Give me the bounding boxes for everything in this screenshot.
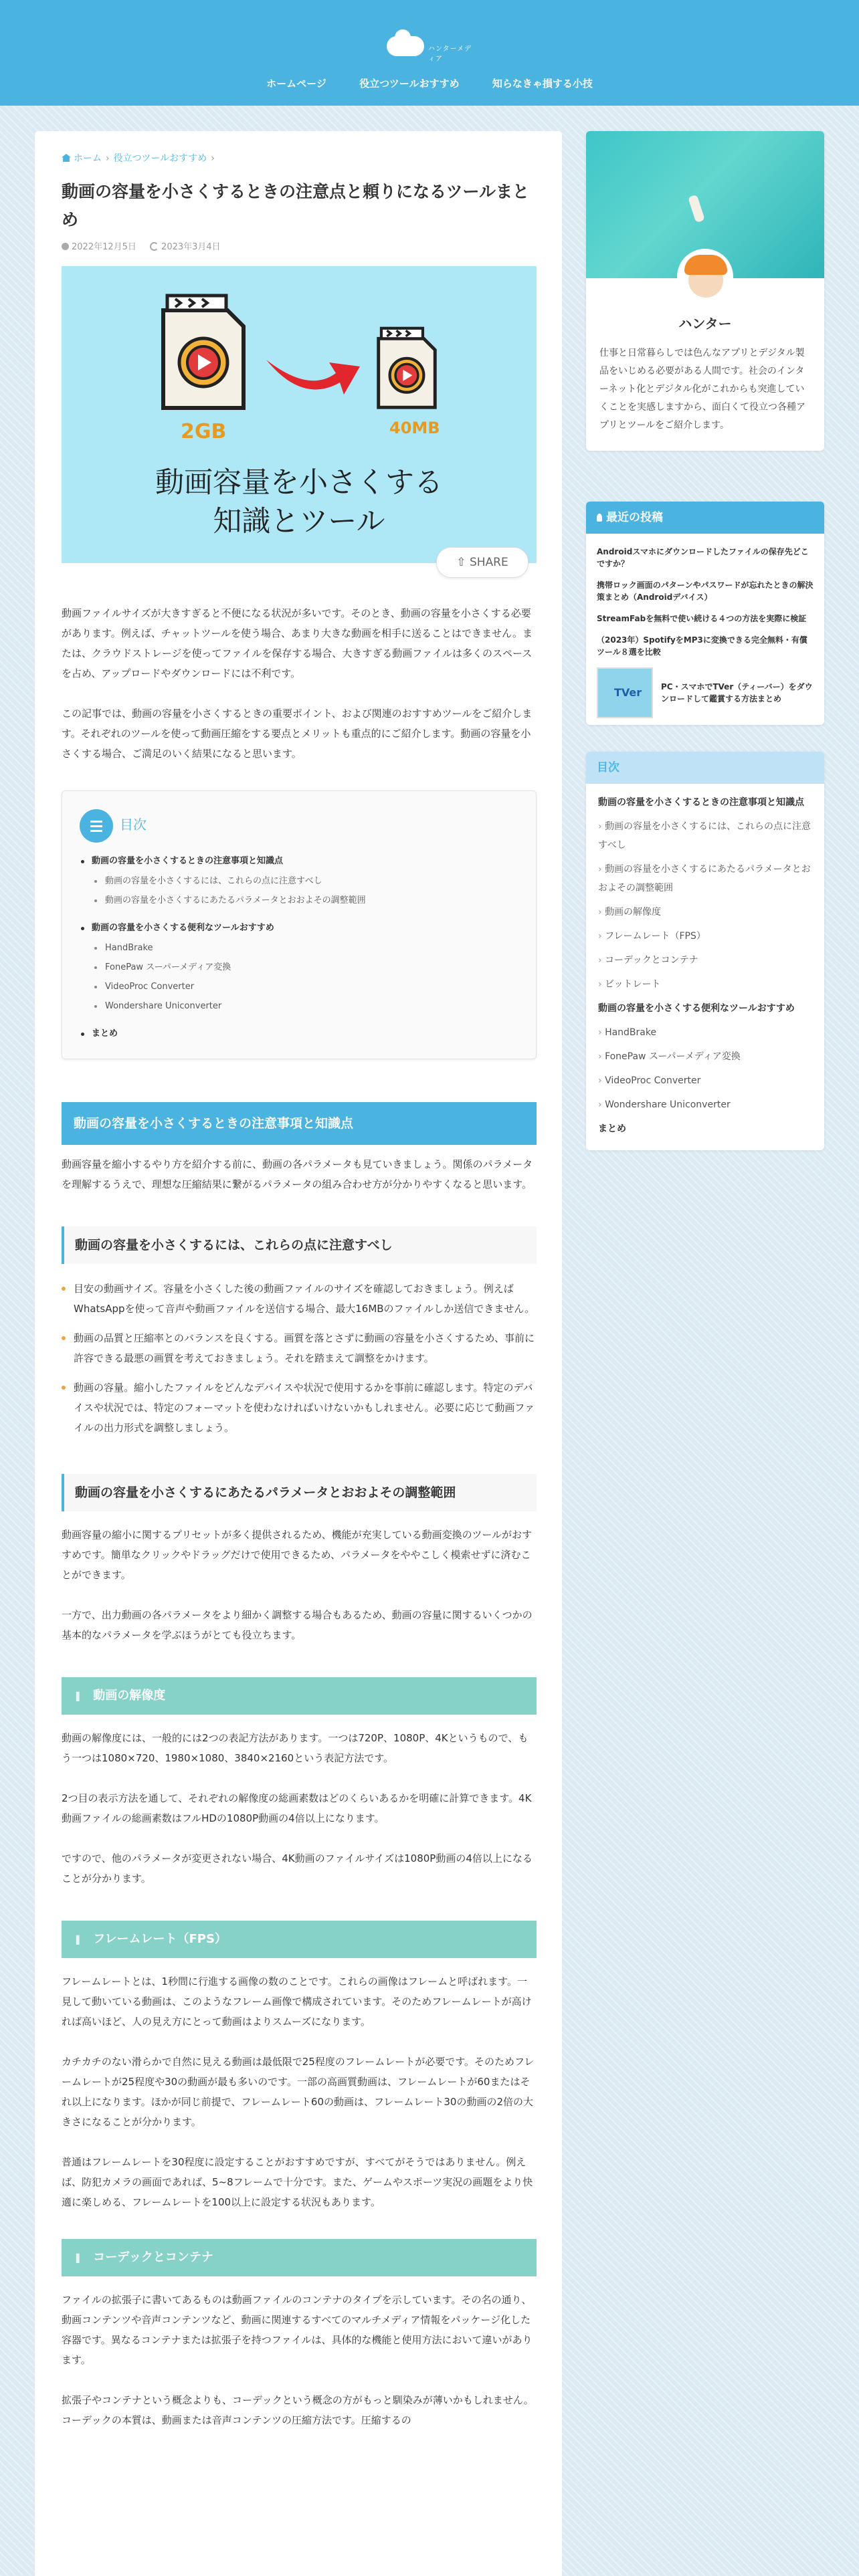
published-date: 2022年12月5日 — [72, 242, 136, 252]
section-paragraph: 一方で、出力動画の各パラメータをより細かく調整する場合もあるため、動画の容量に関するいくつかの基本的なパラメータを学ぶほうがとても役立ちます。 — [62, 1609, 533, 1641]
toc-widget-subitem[interactable]: › Wondershare Uniconverter — [598, 1095, 812, 1114]
toc-widget-subitem[interactable]: › 動画の解像度 — [598, 903, 812, 922]
toc-widget-list — [586, 784, 824, 1150]
section-paragraph: 動画の解像度には、一般的には2つの表記方法があります。一つは720P、1080P、4Kというもので、もう一つは1080×720、1980×1080、3840×2160という表記方法です。 — [62, 1732, 529, 1764]
share-icon: ⇧ — [456, 556, 470, 569]
chevron-right-icon: › — [211, 153, 215, 164]
subsection-heading: 動画の容量を小さくするにあたるパラメータとおおよその調整範囲 — [62, 1474, 537, 1511]
nav-tips[interactable]: 知らなきゃ損する小技 — [492, 78, 593, 90]
toc-widget-item[interactable]: 動画の容量を小さくする便利なツールおすすめ — [598, 1003, 795, 1014]
bullet-icon: ▌ — [76, 1692, 83, 1701]
toc-widget-subitem[interactable]: › HandBrake — [598, 1023, 812, 1042]
toc-subitem[interactable]: Wondershare Uniconverter — [80, 996, 518, 1016]
clock-icon — [62, 243, 69, 250]
topic-heading — [62, 1677, 537, 1715]
toc-header — [80, 806, 518, 843]
section-paragraph: 普通はフレームレートを30程度に設定することがおすすめですが、すべてがそうではありません。例えば、防犯カメラの画面であれば、5~8フレームで十分です。また、ゲームやスポーツ実況の画題をより快適に楽しめる、フレームレートを100以上に設定する状況もあります。 — [62, 2156, 533, 2208]
toc-widget-item[interactable]: 動画の容量を小さくするときの注意事項と知識点 — [598, 797, 804, 808]
toc-item[interactable]: 動画の容量を小さくするときの注意事項と知識点 — [80, 851, 518, 871]
intro-paragraph: この記事では、動画の容量を小さくするときの重要ポイント、および関連のおすすめツールをご紹介します。それぞれのツールを使って動画圧縮をする要点とメリットも重点的にご紹介します。動画の容量を小さくする場合、ご満足のいく結果になると思います。 — [62, 708, 533, 760]
profile-description: 仕事と日常暮らしでは色んなアプリとデジタル製品をいじめる必要がある人間です。社会のインターネット化とデジタル化がこれからも突進していくことを実感しますから、面白くて役立つ各種アプリとツールをご紹介します。 — [599, 348, 805, 431]
page-title: 動画の容量を小さくするときの注意点と頼りになるツールまとめ — [62, 182, 530, 229]
toc-subitem[interactable]: 動画の容量を小さくするには、これらの点に注意すべし — [80, 871, 518, 891]
recent-post-link[interactable]: StreamFabを無料で使い続ける４つの方法を実際に検証 — [597, 614, 807, 623]
breadcrumb — [62, 151, 537, 165]
updated-date: 2023年3月4日 — [161, 242, 221, 252]
toc-spacer — [80, 1016, 518, 1024]
list-item: 目安の動画サイズ。容量を小さくした後の動画ファイルのサイズを確認しておきましょう。例えばWhatsAppを使って音声や動画ファイルを送信する場合、最大16MBのファイルしか送信できません。 — [62, 1279, 537, 1319]
nav-tools[interactable]: 役立つツールおすすめ — [359, 78, 460, 90]
recent-posts-widget — [586, 502, 824, 725]
topic-heading-text: 動画の解像度 — [93, 1689, 166, 1703]
section-paragraph: カチカチのない滑らかで自然に見える動画は最低限で25程度のフレームレートが必要です。そのためフレームレートが25程度や30の動画が最も多いのです。一部の高画質動画は、フレームレートが60またはそれ以上になります。ほかが同じ前提で、フレームレート60の動画は、フレームレート30の動画の2倍の大きさになることが分かります。 — [62, 2056, 535, 2128]
section-paragraph: ですので、他のパラメータが変更されない場合、4K動画のファイルサイズは1080P動画の4倍以上になることが分かります。 — [62, 1852, 533, 1885]
list-icon — [80, 809, 113, 843]
section-paragraph: 2つ目の表示方法を通して、それぞれの解像度の総画素数はどのくらいあるかを明確に計算できます。4K動画ファイルの総画素数はフルHDの1080P動画の4倍以上になります。 — [62, 1792, 532, 1824]
toc-subitem[interactable]: FonePaw スーパーメディア変換 — [80, 958, 518, 977]
section-paragraph: 拡張子やコンテナという概念よりも、コーデックという概念の方がもっと馴染みが薄いかもしれません。コーデックの本質は、動画または音声コンテンツの圧縮方法です。圧縮するの — [62, 2394, 534, 2426]
toc-widget-subitem[interactable]: › フレームレート（FPS） — [598, 927, 812, 946]
nav-home[interactable]: ホームページ — [266, 78, 326, 90]
notes-list — [62, 1279, 537, 1438]
cloud-icon — [387, 36, 424, 56]
article-inner — [62, 151, 537, 2430]
toc-subitem[interactable]: VideoProc Converter — [80, 977, 518, 996]
eyecatch-line2: 知識とツール — [213, 505, 385, 538]
chevron-right-icon: › — [106, 153, 110, 164]
avatar-hair — [684, 255, 727, 275]
toc-widget — [586, 752, 824, 1150]
intro-paragraph: 動画ファイルサイズが大きすぎると不便になる状況が多いです。そのとき、動画の容量を小さくする必要があります。例えば、チャットツールを使う場合、あまり大きな動画を相手に送ることはできません。または、クラウドストレージを使ってファイルを保存する場合、大きすぎる動画ファイルは多くのスペースを占め、アップロードやダウンロードには不利です。 — [62, 607, 533, 679]
eyecatch-image — [62, 266, 537, 569]
post-thumbnail — [597, 667, 653, 718]
table-of-contents — [62, 790, 537, 1059]
home-icon — [62, 154, 71, 162]
topic-heading — [62, 2239, 537, 2276]
toc-subitem[interactable]: HandBrake — [80, 938, 518, 958]
section-paragraph: 動画容量の縮小に関するプリセットが多く提供されるため、機能が充実している動画変換のツールがおすすめです。簡単なクリックやドラッグだけで使用できるため、パラメータをややこしく模索せずに済むことができます。 — [62, 1529, 533, 1581]
toc-widget-subitem[interactable]: › 動画の容量を小さくするには、これらの点に注意すべし — [598, 817, 812, 855]
global-nav — [0, 76, 859, 90]
recent-post-link[interactable]: Androidスマホにダウンロードしたファイルの保存先どこですか？ — [597, 547, 809, 568]
recent-post-with-thumb[interactable] — [597, 667, 814, 718]
size-before-label: 2GB — [181, 420, 227, 443]
recent-post-link[interactable]: PC・スマホでTVer（ティーバー）をダウンロードして鑑賞する方法まとめ — [661, 682, 813, 704]
recent-posts-title: 最近の投稿 — [606, 511, 663, 524]
video-file-icon — [161, 293, 246, 411]
recent-post-link[interactable]: 携帯ロック画面のパターンやパスワードが忘れたときの解決策まとめ（Androidデバイス） — [597, 580, 814, 602]
topic-heading — [62, 1921, 537, 1958]
recent-posts-header — [586, 502, 824, 534]
subsection-heading: 動画の容量を小さくするには、これらの点に注意すべし — [62, 1226, 537, 1264]
topic-heading-text: フレームレート（FPS） — [93, 1932, 227, 1946]
article-card — [35, 131, 562, 2576]
toc-widget-item[interactable]: まとめ — [598, 1123, 626, 1134]
share-label: SHARE — [469, 556, 508, 569]
section-paragraph: フレームレートとは、1秒間に行進する画像の数のことです。これらの画像はフレームと呼ばれます。一見して動いている動画は、このようなフレーム画像で構成されています。そのためフレームレートが高ければ高いほど、人の見え方にとって動画はよりスムーズになります。 — [62, 1975, 532, 2028]
list-item: 動画の品質と圧縮率とのバランスを良くする。画質を落とさずに動画の容量を小さくするため、事前に許容できる最悪の画質を考えておきましょう。それを踏まえて調整をかけます。 — [62, 1328, 537, 1368]
toc-widget-subitem[interactable]: › ビットレート — [598, 975, 812, 994]
recent-posts-list — [586, 534, 824, 725]
profile-name: ハンター — [678, 316, 732, 332]
video-file-icon-small — [376, 326, 438, 409]
size-after-label: 40MB — [389, 419, 440, 437]
recent-post-link[interactable]: （2023年）SpotifyをMP3に変換できる完全無料・有償ツール８選を比較 — [597, 635, 807, 657]
logo-text: ハンターメディア — [428, 45, 472, 63]
list-item: 動画の容量。縮小したファイルをどんなデバイスや状況で使用するかを事前に確認します。特定のデバイスや状況では、特定のフォーマットを使わなければいけないかもしれません。必要に応じて動画ファイルの出力形式を調整しましょう。 — [62, 1378, 537, 1438]
toc-widget-subitem[interactable]: › 動画の容量を小さくするにあたるパラメータとおおよその調整範囲 — [598, 860, 812, 897]
thumb-text: TVer — [614, 686, 642, 699]
section-paragraph: ファイルの拡張子に書いてあるものは動画ファイルのコンテナのタイプを示しています。その名の通り、動画コンテンツや音声コンテンツなど、動画に関連するすべてのマルチメディア情報をパッケージ化した容器です。異なるコンテナまたは拡張子を持つファイルは、具体的な機能と使用方法において違いがあります。 — [62, 2294, 533, 2366]
section-paragraph: 動画容量を縮小するやり方を紹介する前に、動画の各パラメータも見ていきましょう。関係のパラメータを理解するうえで、理想な圧縮結果に繋がるパラメータの組み合わせ方が分かりやすくなると思います。 — [62, 1158, 533, 1190]
site-logo[interactable] — [387, 33, 472, 63]
topic-heading-text: コーデックとコンテナ — [93, 2250, 213, 2264]
refresh-icon — [150, 242, 159, 251]
toc-widget-subitem[interactable]: › VideoProc Converter — [598, 1071, 812, 1090]
toc-widget-subitem[interactable]: › FonePaw スーパーメディア変換 — [598, 1047, 812, 1066]
profile-card — [586, 131, 824, 451]
section-heading: 動画の容量を小さくするときの注意事項と知識点 — [62, 1102, 537, 1145]
bullet-icon: ▌ — [76, 1935, 83, 1945]
site-header — [0, 0, 859, 106]
toc-item[interactable]: 動画の容量を小さくする便利なツールおすすめ — [80, 918, 518, 938]
pin-icon — [597, 514, 602, 522]
eyecatch-line1: 動画容量を小さくする — [155, 466, 443, 500]
eyecatch-caption — [62, 463, 537, 541]
share-button[interactable] — [436, 547, 529, 578]
breadcrumb-home[interactable]: ホーム — [74, 153, 102, 164]
toc-title: 目次 — [120, 817, 147, 833]
arrow-right-icon — [262, 340, 363, 400]
toc-spacer — [80, 910, 518, 918]
toc-item[interactable]: まとめ — [80, 1024, 518, 1044]
bullet-icon: ▌ — [76, 2254, 83, 2263]
toc-widget-title: 目次 — [586, 752, 824, 784]
surfboard-shape — [688, 195, 705, 223]
breadcrumb-category[interactable]: 役立つツールおすすめ — [113, 153, 207, 164]
toc-subitem[interactable]: 動画の容量を小さくするにあたるパラメータとおおよその調整範囲 — [80, 891, 518, 910]
sidebar — [586, 131, 824, 1150]
avatar — [677, 249, 733, 305]
post-dates — [62, 239, 537, 253]
toc-widget-subitem[interactable]: › コーデックとコンテナ — [598, 951, 812, 970]
